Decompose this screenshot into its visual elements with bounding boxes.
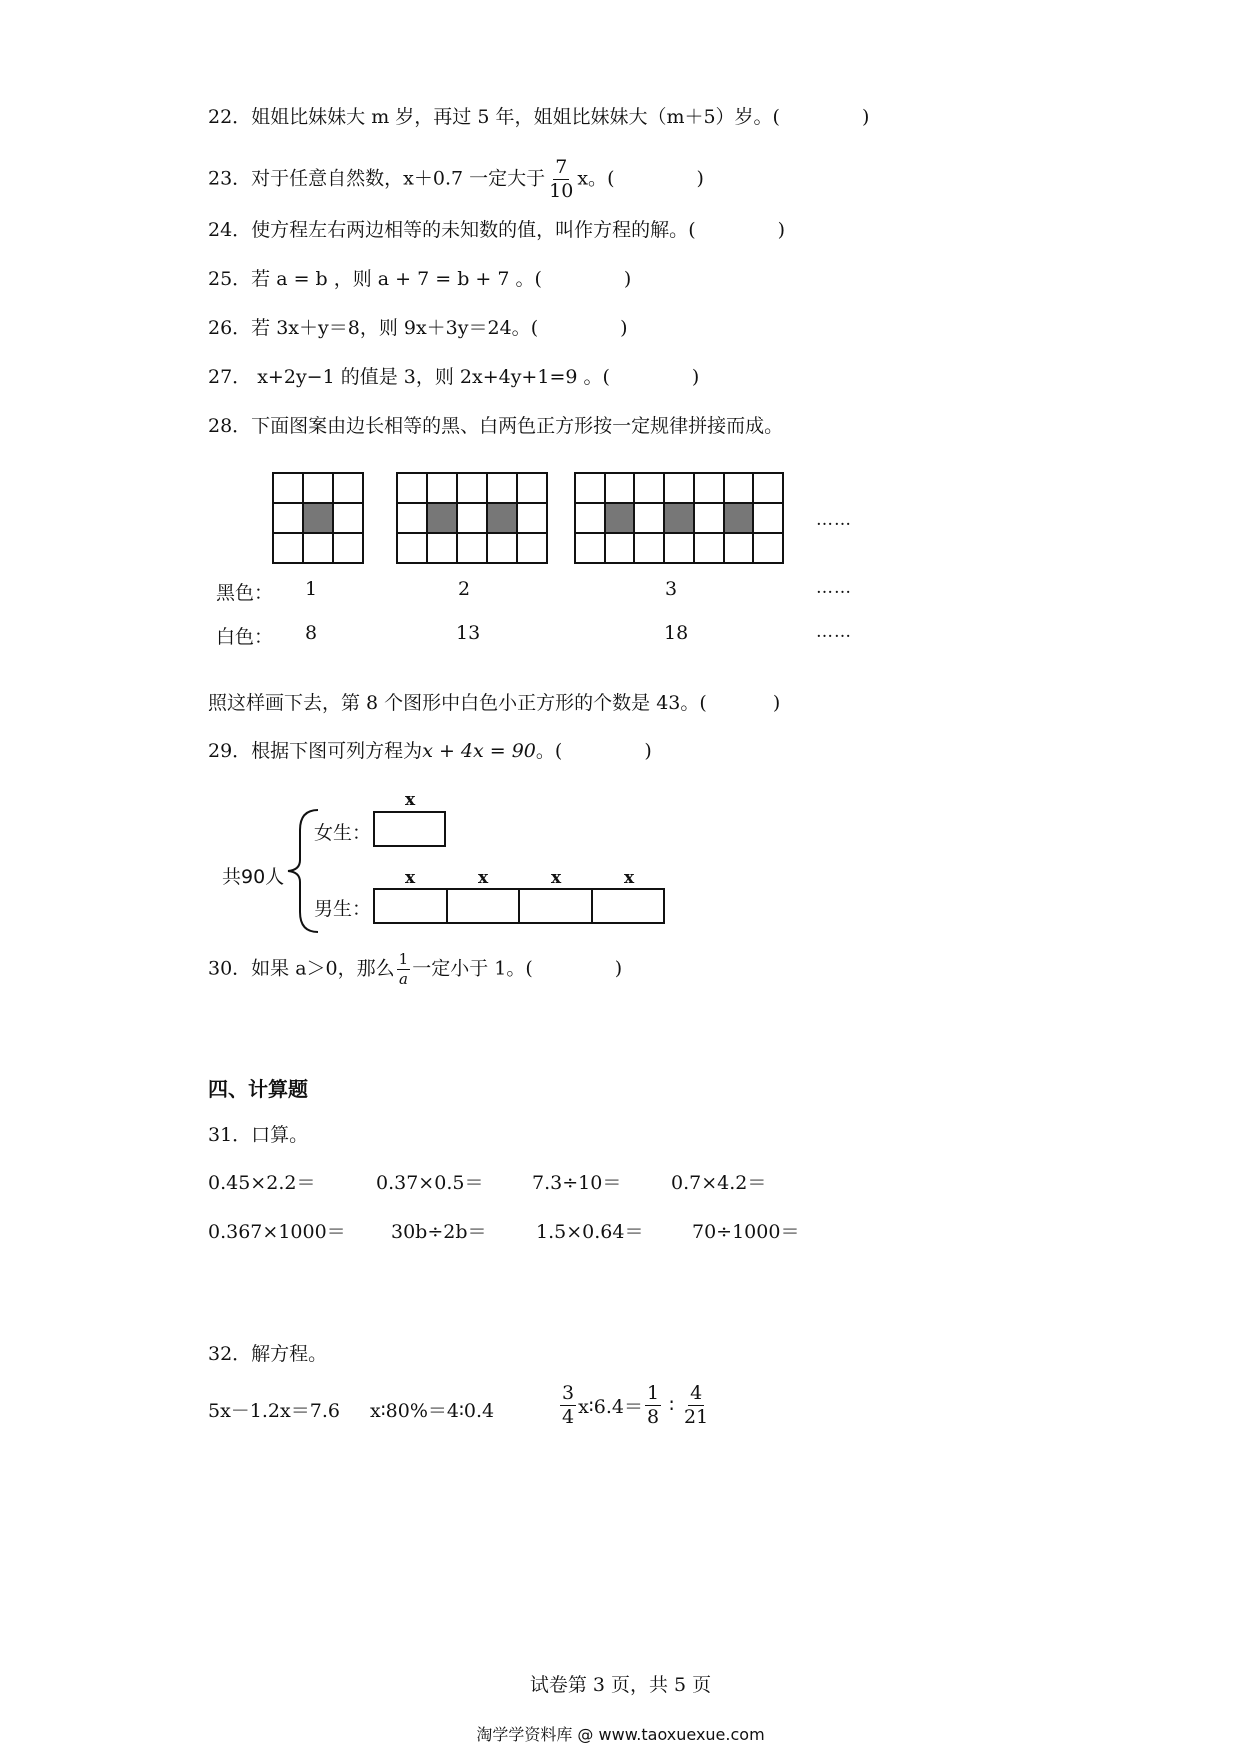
fraction: [397, 952, 411, 987]
girls-bar: [373, 811, 446, 847]
answer-paren-open: (: [699, 692, 707, 714]
oral-calc-item: 1.5×0.64＝: [536, 1221, 644, 1243]
fraction: [682, 1384, 710, 1427]
boys-x-label-2: x: [478, 868, 489, 888]
pattern-ellipsis: ……: [816, 510, 852, 530]
fraction-denominator: a: [398, 970, 408, 988]
question-29-text-post: 。: [535, 740, 555, 762]
fraction: [547, 158, 575, 201]
question-22: [208, 102, 869, 132]
equation-3-middle: x∶6.4＝: [578, 1396, 643, 1418]
boys-bar: [373, 888, 665, 924]
question-29: [208, 736, 652, 766]
fraction: [645, 1384, 661, 1427]
fraction: [560, 1384, 576, 1427]
fraction-numerator: 1: [398, 950, 409, 968]
section-title: 四、计算题: [208, 1077, 308, 1101]
boys-x-label-3: x: [551, 868, 562, 888]
answer-paren-open: (: [534, 268, 542, 290]
question-24-text: 24．使方程左右两边相等的未知数的值，叫作方程的解。: [208, 219, 689, 241]
question-29-text-pre: 29．根据下图可列方程为: [208, 740, 423, 762]
question-25-text: 25．若 a = b ，则 a + 7 = b + 7 。: [208, 268, 535, 290]
girls-x-label: x: [405, 790, 416, 810]
fraction-numerator: 7: [555, 156, 568, 178]
white-ellipsis: ……: [816, 622, 852, 642]
page-footer: 试卷第 3 页，共 5 页: [529, 1674, 712, 1696]
answer-paren-close: ): [623, 268, 632, 290]
equation-2: x∶80%＝4∶0.4: [370, 1400, 495, 1422]
oral-calc-item: 70÷1000＝: [692, 1221, 800, 1243]
oral-calc-item: 0.45×2.2＝: [208, 1172, 316, 1194]
oral-calc-item: 30b÷2b＝: [391, 1221, 487, 1243]
black-count-3: 3: [665, 578, 678, 600]
question-26-text: 26．若 3x＋y＝8，则 9x＋3y＝24。: [208, 317, 531, 339]
question-28-followup: [208, 688, 780, 718]
answer-paren-close: ): [696, 167, 704, 190]
answer-paren-close: ): [614, 957, 623, 980]
fraction-denominator: 4: [562, 1406, 575, 1428]
question-30-text-pre: 30．如果 a＞0，那么: [208, 957, 395, 980]
question-28-followup-text: 照这样画下去，第 8 个图形中白色小正方形的个数是 43。: [208, 692, 700, 714]
white-label: 白色：: [216, 626, 274, 648]
question-23: [208, 158, 704, 201]
black-ellipsis: ……: [816, 578, 852, 598]
black-count-2: 2: [458, 578, 471, 600]
equation-1: 5x－1.2x＝7.6: [208, 1400, 340, 1422]
answer-paren-open: (: [688, 219, 696, 241]
girls-label: 女生：: [314, 822, 372, 844]
oral-calc-item: 0.7×4.2＝: [671, 1172, 767, 1194]
white-count-3: 18: [664, 622, 689, 644]
question-23-text-pre: 23．对于任意自然数，x＋0.7 一定大于: [208, 167, 546, 190]
oral-calc-item: 7.3÷10＝: [532, 1172, 622, 1194]
boys-x-label-4: x: [624, 868, 635, 888]
answer-paren-open: (: [525, 957, 533, 980]
answer-paren-close: ): [620, 317, 628, 339]
question-26: [208, 313, 628, 343]
watermark-link[interactable]: 淘学学资料库 @ www.taoxuexue.com: [476, 1725, 765, 1744]
answer-paren-open: (: [530, 317, 539, 339]
oral-calc-item: 0.37×0.5＝: [376, 1172, 484, 1194]
question-32-title: 32．解方程。: [208, 1343, 328, 1365]
fraction-numerator: 4: [690, 1382, 703, 1404]
pattern-figure-2: [396, 472, 548, 564]
answer-paren-open: (: [772, 106, 780, 128]
answer-paren-close: ): [691, 366, 700, 388]
fraction-numerator: 1: [646, 1382, 660, 1404]
answer-paren-open: (: [554, 740, 563, 762]
question-29-equation: x + 4x = 90: [422, 740, 536, 762]
answer-paren-open: (: [602, 366, 610, 388]
question-30-text-post: 一定小于 1。: [412, 957, 526, 980]
answer-paren-open: (: [607, 167, 615, 190]
boys-x-label-1: x: [405, 868, 416, 888]
answer-paren-close: ): [777, 219, 786, 241]
oral-calc-item: 0.367×1000＝: [208, 1221, 346, 1243]
white-count-1: 8: [305, 622, 318, 644]
question-22-text: 22．姐姐比妹妹大 m 岁，再过 5 年，姐姐比妹妹大（m＋5）岁。: [208, 106, 773, 128]
fraction-numerator: 3: [562, 1382, 575, 1404]
white-count-2: 13: [456, 622, 481, 644]
black-label: 黑色：: [216, 582, 274, 604]
question-25: [208, 264, 631, 294]
pattern-figure-3: [574, 472, 784, 564]
black-count-1: 1: [305, 578, 318, 600]
boys-label: 男生：: [314, 898, 372, 920]
question-28: [208, 411, 783, 441]
ratio-colon: ∶: [669, 1394, 675, 1417]
total-people-label: 共90人: [222, 866, 285, 888]
question-28-text: 28．下面图案由边长相等的黑、白两色正方形按一定规律拼接而成。: [208, 415, 784, 437]
fraction-denominator: 8: [646, 1406, 660, 1428]
question-27: [208, 362, 699, 392]
question-27-text: 27． x+2y−1 的值是 3，则 2x+4y+1=9 。: [208, 366, 603, 388]
fraction-denominator: 10: [549, 180, 574, 202]
question-23-text-post: x。: [577, 167, 608, 190]
answer-paren-close: ): [861, 106, 870, 128]
question-30: [208, 952, 622, 987]
answer-paren-close: ): [772, 692, 781, 714]
question-24: [208, 215, 785, 245]
pattern-figure-1: [272, 472, 364, 564]
equation-3: [558, 1384, 712, 1427]
question-31-title: 31．口算。: [208, 1124, 309, 1146]
answer-paren-close: ): [644, 740, 652, 762]
fraction-denominator: 21: [684, 1406, 709, 1428]
